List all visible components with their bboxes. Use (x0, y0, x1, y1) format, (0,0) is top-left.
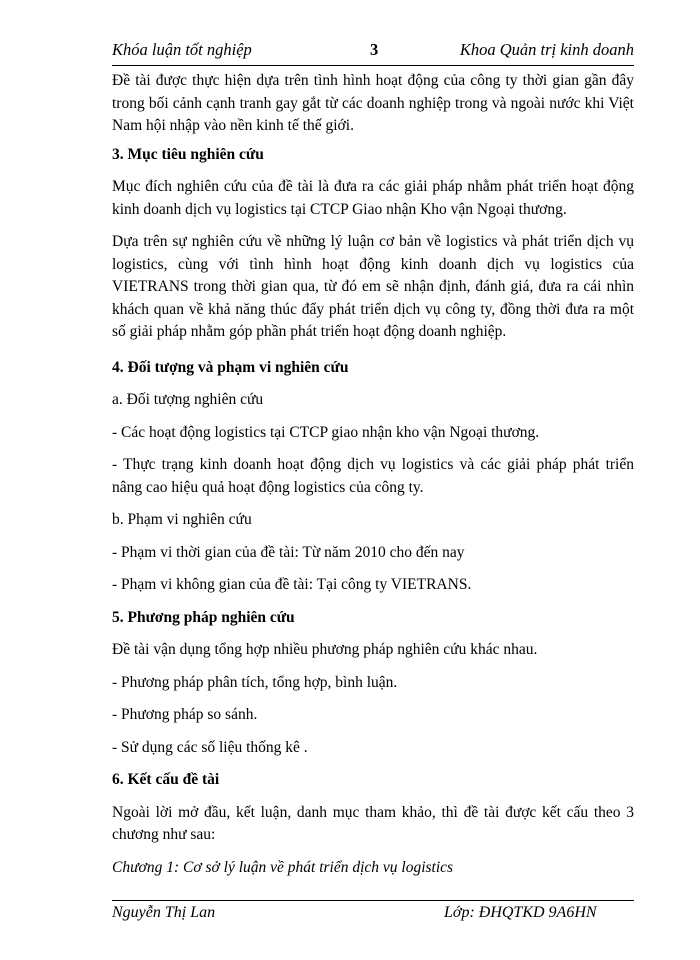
method-item-3: - Sử dụng các số liệu thống kê . (112, 738, 308, 756)
section-5-heading: 5. Phương pháp nghiên cứu (112, 608, 295, 626)
scope-time-item: - Phạm vi thời gian của đề tài: Từ năm 2010 cho đến nay (112, 543, 465, 561)
header-left: Khóa luận tốt nghiệp (112, 40, 252, 59)
header-rule (112, 65, 634, 66)
footer-rule (112, 900, 634, 901)
section-4-heading: 4. Đối tượng và phạm vi nghiên cứu (112, 358, 349, 376)
methods-intro: Đề tài vận dụng tổng hợp nhiều phương pháp nghiên cứu khác nhau. (112, 641, 538, 658)
section-3-heading: 3. Mục tiêu nghiên cứu (112, 145, 264, 163)
section-6-heading: 6. Kết cấu đề tài (112, 771, 220, 788)
method-item-1: - Phương pháp phân tích, tổng hợp, bình luận. (112, 673, 398, 691)
scope-subheading: b. Phạm vi nghiên cứu (112, 511, 252, 528)
intro-paragraph: Đề tài được thực hiện dựa trên tình hình hoạt động của công ty thời gian gần đây trong bối cảnh cạnh tranh gay gắt từ các doanh nghiệp trong và ngoài nước khi Việt Nam hội nhập vào nền kinh tế thế giới. (112, 72, 634, 134)
structure-paragraph: Ngoài lời mở đầu, kết luận, danh mục tham khảo, thì đề tài được kết cấu theo 3 chương như sau: (112, 803, 634, 843)
page-body (112, 70, 634, 879)
objective-paragraph: Mục đích nghiên cứu của đề tài là đưa ra các giải pháp nhằm phát triển hoạt động kinh doanh dịch vụ logistics tại CTCP Giao nhận Kho vận Ngoại thương. (112, 178, 634, 218)
page-header (112, 40, 634, 64)
footer-class: Lớp: ĐHQTKD 9A6HN (444, 904, 597, 921)
header-right: Khoa Quản trị kinh doanh (459, 40, 634, 59)
page-number: 3 (370, 40, 379, 59)
subject-item-2: - Thực trạng kinh doanh hoạt động dịch vụ logistics và các giải pháp phát triển nâng cao hiệu quả hoạt động logistics của công ty. (112, 456, 634, 496)
research-basis-paragraph: Dựa trên sự nghiên cứu về những lý luận cơ bản về logistics và phát triển dịch vụ logistics, cùng với tình hình hoạt động kinh doanh dịch vụ logistics của VIETRANS trong thời gian qua, từ đó em sẽ nhận định, đánh giá, đưa ra cái nhìn khách quan về khả năng thúc đẩy phát triển dịch vụ công ty, đồng thời đưa ra một số giải pháp nhằm góp phần phát triển hoạt động doanh nghiệp. (112, 233, 634, 340)
chapter-1-title: Chương 1: Cơ sở lý luận về phát triển dịch vụ logistics (112, 858, 454, 876)
subject-item-1: - Các hoạt động logistics tại CTCP giao nhận kho vận Ngoại thương. (112, 423, 540, 441)
footer-author: Nguyễn Thị Lan (112, 904, 216, 921)
scope-space-item: - Phạm vi không gian của đề tài: Tại công ty VIETRANS. (112, 576, 472, 593)
method-item-2: - Phương pháp so sánh. (112, 706, 258, 723)
subject-subheading: a. Đối tượng nghiên cứu (112, 391, 264, 408)
